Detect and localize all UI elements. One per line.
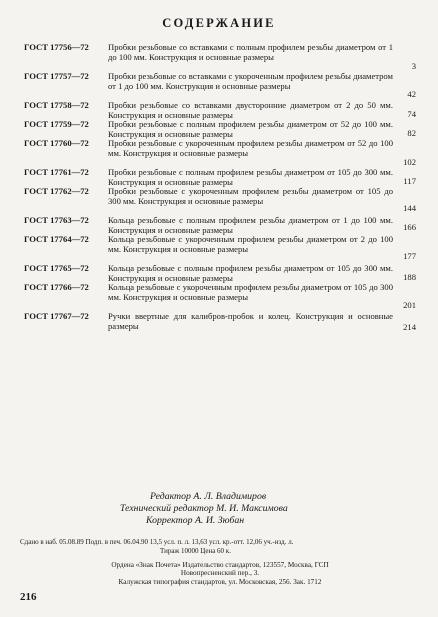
toc-entry-page: 214 bbox=[403, 322, 416, 332]
toc-entry-text: Кольца резьбовые с укороченным профилем резьбы диаметром от 2 до 100 мм. Конструкция и основные размеры bbox=[108, 234, 393, 254]
toc-entry-text: Пробки резьбовые со вставками с полным профилем резьбы диаметром от 1 до 100 мм. Конструкция и основные размеры bbox=[108, 42, 393, 62]
toc-entry-code: ГОСТ 17761—72 bbox=[24, 167, 89, 177]
toc-entry-text: Кольца резьбовые с укороченным профилем резьбы диаметром от 105 до 300 мм. Конструкция и основные размеры bbox=[108, 282, 393, 302]
publisher-info: Ордена «Знак Почета» Издательство стандартов, 123557, Москва, ГСП bbox=[111, 561, 329, 569]
toc-entry bbox=[24, 120, 416, 139]
toc-entry-code: ГОСТ 17760—72 bbox=[24, 138, 89, 148]
toc-entry bbox=[24, 43, 416, 72]
toc-entry-code: ГОСТ 17765—72 bbox=[24, 263, 89, 273]
toc-entry-page: 82 bbox=[407, 128, 416, 138]
toc-entry bbox=[24, 101, 416, 120]
toc-entry-text: Пробки резьбовые с укороченным профилем резьбы диаметром от 52 до 100 мм. Конструкция и основные размеры bbox=[108, 138, 393, 158]
page-number: 216 bbox=[20, 591, 37, 603]
toc-entry-page: 166 bbox=[403, 222, 416, 232]
toc-entry-text: Пробки резьбовые с полным профилем резьбы диаметром от 52 до 100 мм. Конструкция и основные размеры bbox=[108, 119, 393, 139]
toc-entry-text: Пробки резьбовые со вставками с укороченным профилем резьбы диаметром от 1 до 100 мм. Конструкция и основные размеры bbox=[108, 71, 393, 91]
publisher-info: Новопресненский пер., 3. bbox=[180, 569, 260, 577]
toc-entry bbox=[24, 216, 416, 235]
toc-entry-text: Кольца резьбовые с полным профилем резьбы диаметром от 1 до 100 мм. Конструкция и основные размеры bbox=[108, 215, 393, 235]
toc-entry bbox=[24, 264, 416, 283]
toc-entry-page: 201 bbox=[403, 300, 416, 310]
toc-entry-code: ГОСТ 17763—72 bbox=[24, 215, 89, 225]
toc-entry bbox=[24, 139, 416, 168]
toc-entry-page: 3 bbox=[411, 61, 416, 71]
toc-entry-page: 117 bbox=[403, 176, 416, 186]
tech-editor-credit: Технический редактор М. И. Максимова bbox=[120, 503, 288, 514]
toc-entry-code: ГОСТ 17762—72 bbox=[24, 186, 89, 196]
toc-entry-text: Пробки резьбовые с укороченным профилем резьбы диаметром от 105 до 300 мм. Конструкция и основные размеры bbox=[108, 186, 393, 206]
publication-details: Сдано в наб. 05.08.89 Подп. в печ. 06.04.90 13,5 усл. п. л. 13,63 усл. кр.-отт. 12,06 уч.-изд. л. bbox=[20, 538, 294, 546]
toc-entry-code: ГОСТ 17759—72 bbox=[24, 119, 89, 129]
toc-entry-page: 42 bbox=[407, 89, 416, 99]
toc-entry bbox=[24, 72, 416, 101]
toc-entry-code: ГОСТ 17756—72 bbox=[24, 42, 89, 52]
toc-entry bbox=[24, 312, 416, 331]
toc-entry-page: 144 bbox=[403, 203, 416, 213]
toc-entry-code: ГОСТ 17766—72 bbox=[24, 282, 89, 292]
toc-entry-code: ГОСТ 17764—72 bbox=[24, 234, 89, 244]
toc-entry-code: ГОСТ 17767—72 bbox=[24, 311, 89, 321]
toc-entry-page: 177 bbox=[403, 251, 416, 261]
toc-entry bbox=[24, 187, 416, 216]
credits-block bbox=[0, 491, 438, 527]
toc-entry-text: Ручки ввертные для калибров-пробок и колец. Конструкция и основные размеры bbox=[108, 311, 393, 331]
toc-entry-text: Кольца резьбовые с полным профилем резьбы диаметром от 105 до 300 мм. Конструкция и основные размеры bbox=[108, 263, 393, 283]
toc-entry-text: Пробки резьбовые с полным профилем резьбы диаметром от 105 до 300 мм. Конструкция и основные размеры bbox=[108, 167, 393, 187]
toc-entry-page: 188 bbox=[403, 272, 416, 282]
toc-entry bbox=[24, 168, 416, 187]
printer-info: Калужская типография стандартов, ул. Московская, 256. Зак. 1712 bbox=[118, 578, 322, 586]
toc-entry-code: ГОСТ 17757—72 bbox=[24, 71, 89, 81]
toc-entry-text: Пробки резьбовые со вставками двусторонние диаметром от 2 до 50 мм. Конструкция и основные размеры bbox=[108, 100, 393, 120]
toc-entry-page: 102 bbox=[403, 157, 416, 167]
toc-entry-page: 74 bbox=[407, 109, 416, 119]
page-title: СОДЕРЖАНИЕ bbox=[162, 16, 276, 30]
toc-entry bbox=[24, 283, 416, 312]
toc-entry-code: ГОСТ 17758—72 bbox=[24, 100, 89, 110]
editor-credit: Редактор А. Л. Владимиров bbox=[150, 491, 267, 502]
publication-details: Тираж 10000 Цена 60 к. bbox=[160, 547, 231, 555]
proofreader-credit: Корректор А. И. Зюбан bbox=[146, 515, 245, 526]
toc-entry bbox=[24, 235, 416, 264]
